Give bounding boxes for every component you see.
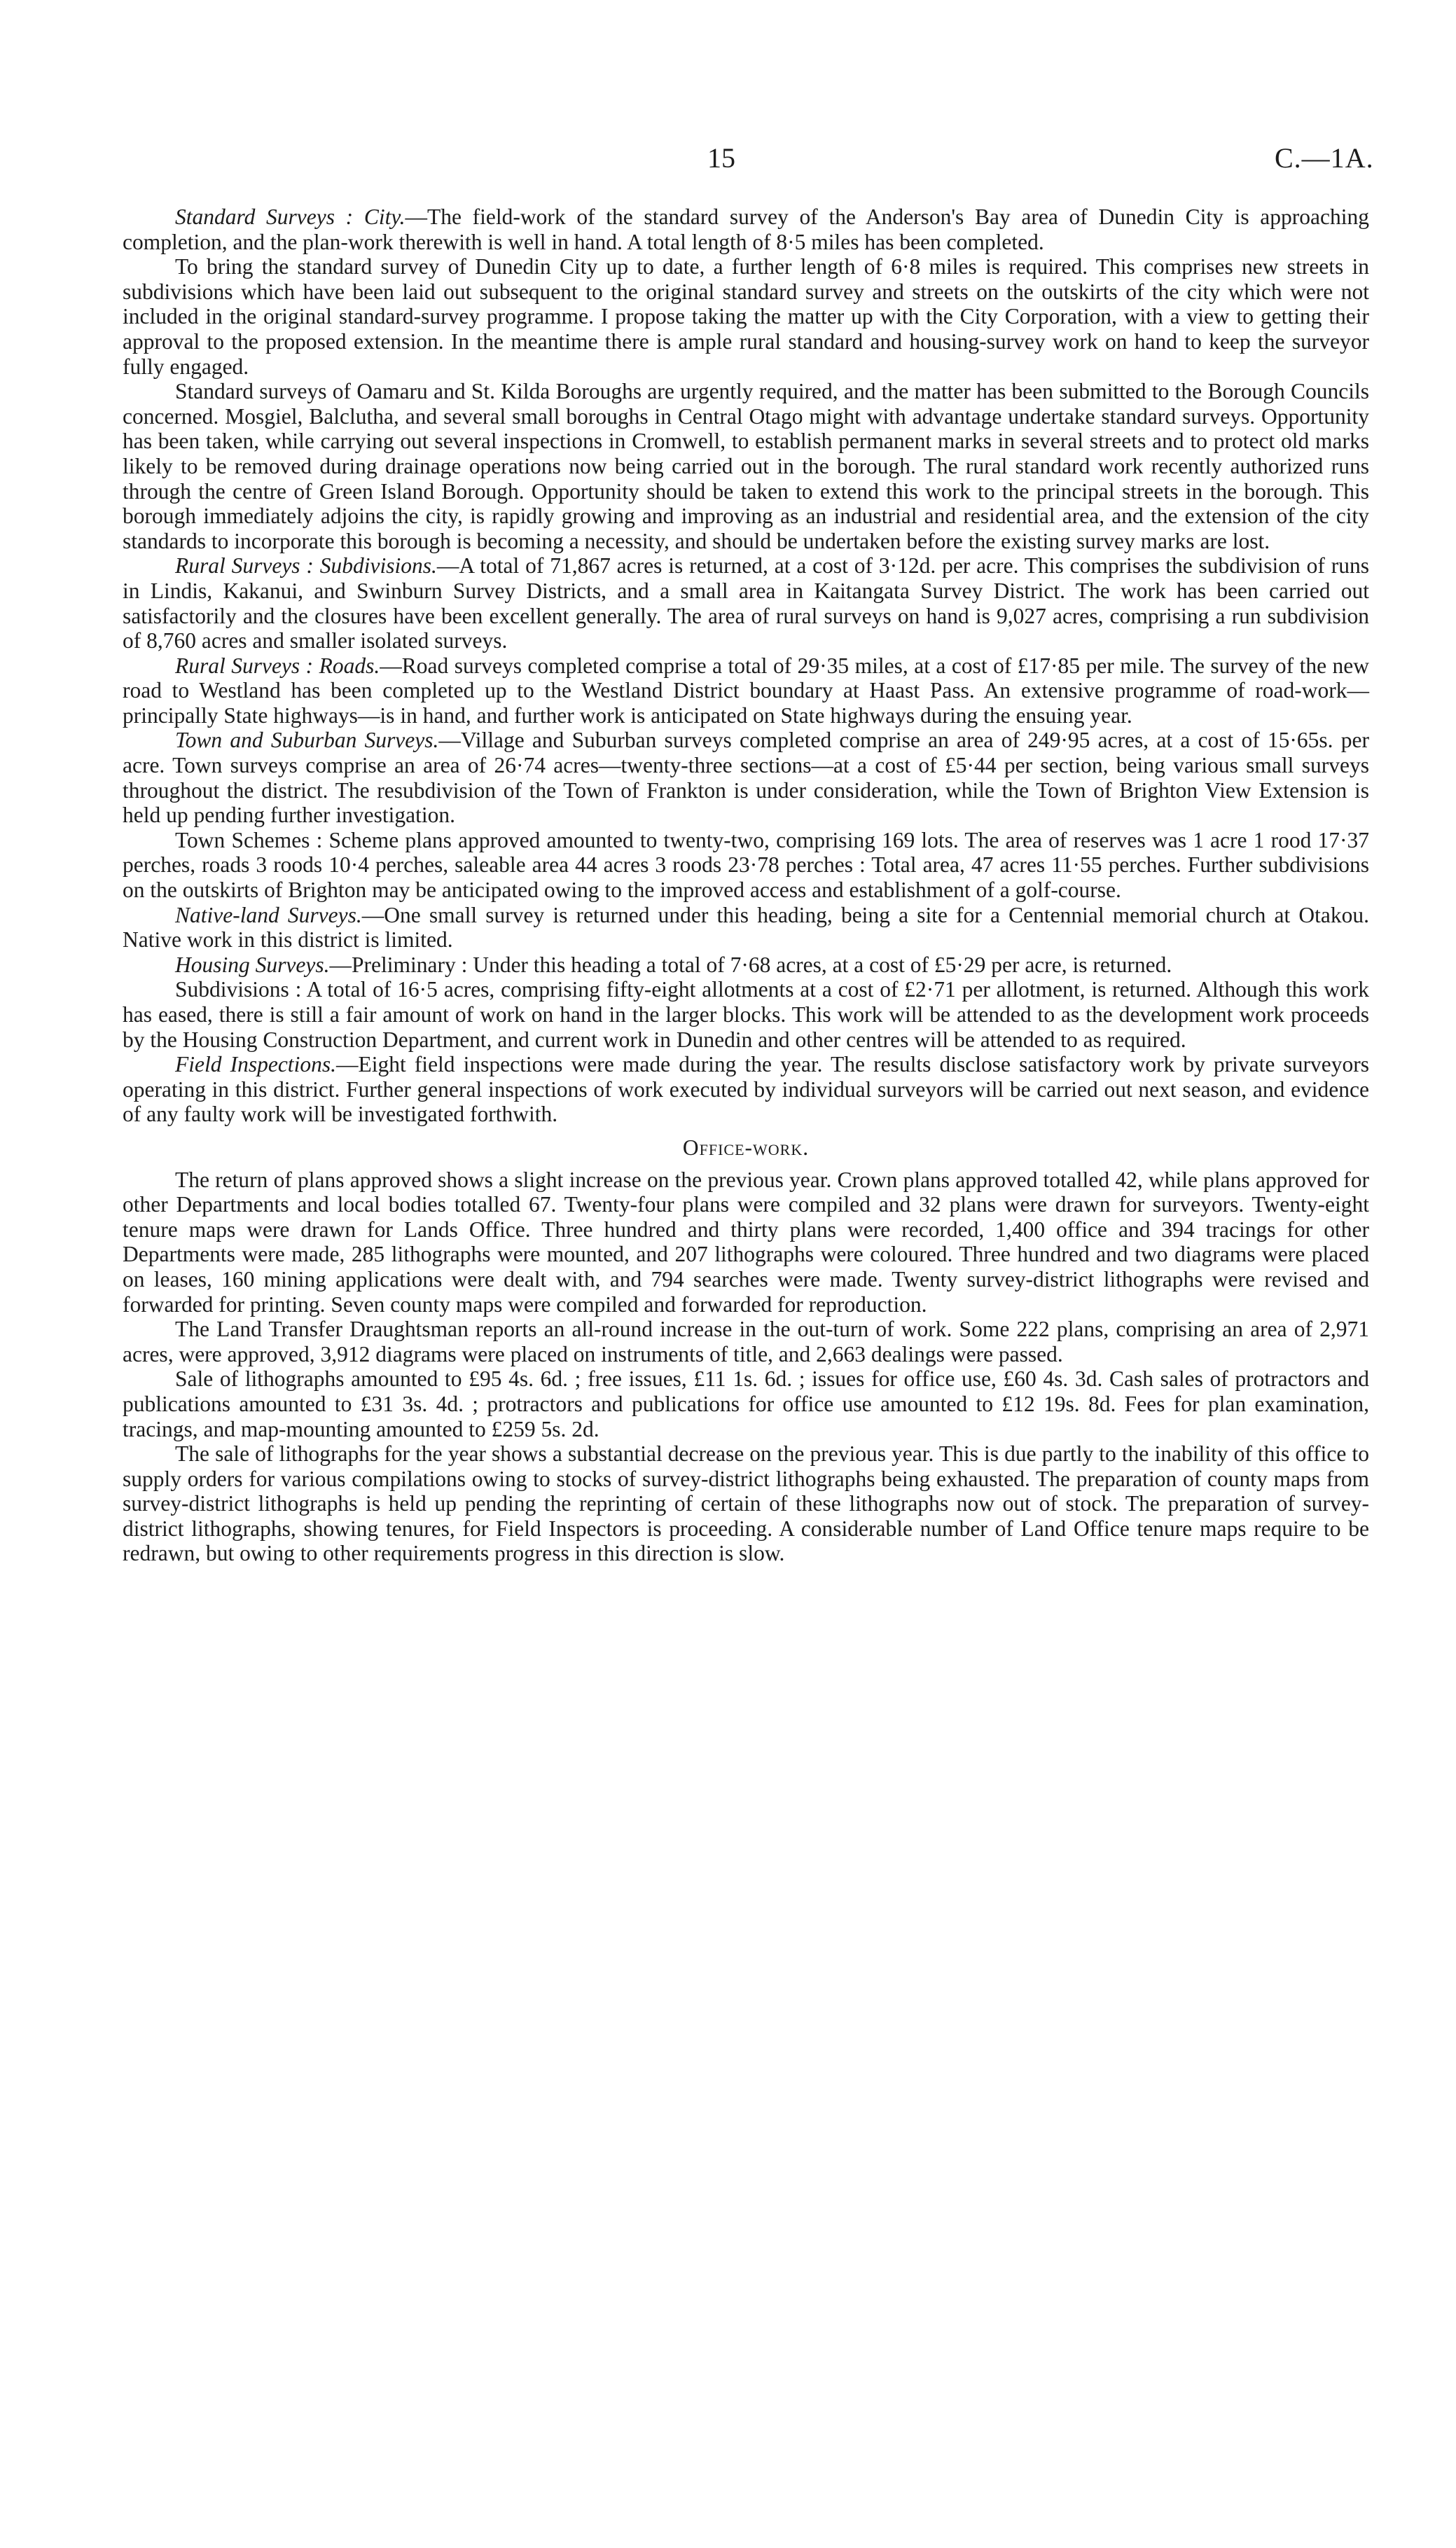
paragraph-text: —Village and Suburban surveys completed comprise an area of 249·95 acres, at a cost of 15·65s. per acre. Town surveys comprise an area of 26·74 acres—twenty-three sections—at a cost of £5·44 per section, being various small surveys throughout the district. The resubdivision of the Town of Frankton is under consideration, while the Town of Brighton View Extension is held up pending further investigation. (123, 728, 1369, 828)
paragraph (123, 254, 1369, 379)
paragraph-text: Standard surveys of Oamaru and St. Kilda Boroughs are urgently required, and the matter has been submitted to the Borough Councils concerned. Mosgiel, Balclutha, and several small boroughs in Central Otago might with advantage undertake standard surveys. Opportunity has been taken, while carrying out several inspections in Cromwell, to establish permanent marks in several streets and to protect old marks likely to be removed during drainage operations now being carried out in the borough. The rural standard work recently authorized runs through the centre of Green Island Borough. Opportunity should be taken to extend this work to the principal streets in the borough. This borough immediately adjoins the city, is rapidly growing and improving as an industrial and residential area, and the extension of the city standards to incorporate this borough is becoming a necessity, and should be undertaken before the existing survey marks are lost. (123, 379, 1369, 553)
paragraph (123, 379, 1369, 553)
paragraph-heading: Town and Suburban Surveys. (175, 728, 439, 753)
paragraph (123, 205, 1369, 254)
paragraph (123, 828, 1369, 903)
paragraph-text: Sale of lithographs amounted to £95 4s. 6d. ; free issues, £11 1s. 6d. ; issues for office use, £60 4s. 3d. Cash sales of protractors and publications amounted to £31 3s. 4d. ; protractors and publications for office use amounted to £12 19s. 8d. Fees for plan examination, tracings, and map-mounting amounted to £259 5s. 2d. (123, 1366, 1369, 1441)
paragraph-heading: Field Inspections. (175, 1052, 336, 1077)
paragraph (123, 1168, 1369, 1317)
paragraph-heading: Rural Surveys : Subdivisions. (175, 553, 437, 579)
paragraph (123, 1317, 1369, 1366)
page-number: 15 (707, 142, 735, 174)
paragraph-text: —The field-work of the standard survey of the Anderson's Bay area of Dunedin City is approaching completion, and the plan-work therewith is well in hand. A total length of 8·5 miles has been completed. (123, 205, 1369, 254)
paragraph (123, 953, 1369, 978)
paragraph (123, 728, 1369, 827)
paragraph (123, 1441, 1369, 1566)
document-code (1275, 137, 1374, 179)
paragraph (123, 553, 1369, 653)
paragraph (123, 653, 1369, 728)
document-code-suffix: A. (1345, 142, 1374, 174)
paragraph-text: The Land Transfer Draughtsman reports an all-round increase in the out-turn of work. Some 222 plans, comprising an area of 2,971 acres, were approved, 3,912 diagrams were placed on instruments of title, and 2,663 dealings were passed. (123, 1317, 1369, 1366)
paragraph-text: —One small survey is returned under this heading, being a site for a Centennial memorial church at Otakou. Native work in this district is limited. (123, 902, 1369, 953)
paragraph-text: —Preliminary : Under this heading a total of 7·68 acres, at a cost of £5·29 per acre, is returned. (329, 952, 1172, 977)
paragraph (123, 977, 1369, 1052)
paragraph-text: Subdivisions : A total of 16·5 acres, comprising fifty-eight allotments at a cost of £2·71 per allotment, is returned. Although this work has eased, there is still a fair amount of work on hand in the larger blocks. This work will be attended to as the development work proceeds by the Housing Construction Department, and current work in Dunedin and other centres will be attended to as required. (123, 977, 1369, 1052)
paragraph (123, 1052, 1369, 1127)
paragraph-text: The sale of lithographs for the year shows a substantial decrease on the previous year. This is due partly to the inability of this office to supply orders for various compilations owing to stocks of survey-district lithographs being exhausted. The preparation of county maps from survey-district lithographs is held up pending the reprinting of certain of these lithographs now out of stock. The preparation of survey-district lithographs, showing tenures, for Field Inspectors is proceeding. A considerable number of Land Office tenure maps require to be redrawn, but owing to other requirements progress in this direction is slow. (123, 1441, 1369, 1566)
paragraph-heading: Housing Surveys. (175, 952, 330, 977)
paragraph-text: The return of plans approved shows a slight increase on the previous year. Crown plans approved totalled 42, while plans approved for other Departments and local bodies totalled 67. Twenty-four plans were compiled and 32 plans were drawn for surveyors. Twenty-eight tenure maps were drawn for Lands Office. Three hundred and thirty plans were recorded, 1,400 office and 394 tracings for other Departments were made, 285 lithographs were mounted, and 207 lithographs were coloured. Three hundred and two diagrams were placed on leases, 160 mining applications were dealt with, and 794 searches were made. Twenty survey-district lithographs were revised and forwarded for printing. Seven county maps were compiled and forwarded for reproduction. (123, 1167, 1369, 1317)
paragraph-heading: Standard Surveys : City. (175, 205, 405, 229)
report-body (123, 205, 1369, 1566)
paragraph-text: —A total of 71,867 acres is returned, at a cost of 3·12d. per acre. This comprises the subdivision of runs in Lindis, Kakanui, and Swinburn Survey Districts, and a small area in Kaitangata Survey District. The work has been carried out satisfactorily and the closures have been excellent generally. The area of rural surveys on hand is 9,027 acres, comprising a run subdivision of 8,760 acres and smaller isolated surveys. (123, 553, 1369, 653)
paragraph-text: —Road surveys completed comprise a total of 29·35 miles, at a cost of £17·85 per mile. The survey of the new road to Westland has been completed up to the Westland District boundary at Haast Pass. An extensive programme of road-work—principally State highways—is in hand, and further work is anticipated on State highways during the ensuing year. (123, 653, 1370, 728)
document-code-prefix: C.—1 (1275, 142, 1345, 174)
paragraph-text: Town Schemes : Scheme plans approved amounted to twenty-two, comprising 169 lots. The area of reserves was 1 acre 1 rood 17·37 perches, roads 3 roods 10·4 perches, saleable area 44 acres 3 roods 23·78 perches : Total area, 47 acres 11·55 perches. Further subdivisions on the outskirts of Brighton may be anticipated owing to the improved access and establishment of a golf-course. (123, 827, 1369, 903)
paragraph-text: To bring the standard survey of Dunedin City up to date, a further length of 6·8 miles is required. This comprises new streets in subdivisions which have been laid out subsequent to the original standard survey and streets on the outskirts of the city which were not included in the original standard-survey programme. I propose taking the matter up with the City Corporation, with a view to getting their approval to the proposed extension. In the meantime there is ample rural standard and housing-survey work on hand to keep the surveyor fully engaged. (123, 254, 1369, 379)
paragraph (123, 1366, 1369, 1441)
section-title: Office-work. (682, 1135, 810, 1160)
paragraph-text: —Eight field inspections were made during the year. The results disclose satisfactory work by private surveyors operating in this district. Further general inspections of work executed by individual surveyors will be carried out next season, and evidence of any faulty work will be investigated forthwith. (123, 1052, 1369, 1127)
paragraph-heading: Rural Surveys : Roads. (175, 653, 380, 678)
page-header (0, 137, 1456, 179)
paragraph (123, 903, 1369, 953)
paragraph-heading: Native-land Surveys. (175, 902, 362, 927)
